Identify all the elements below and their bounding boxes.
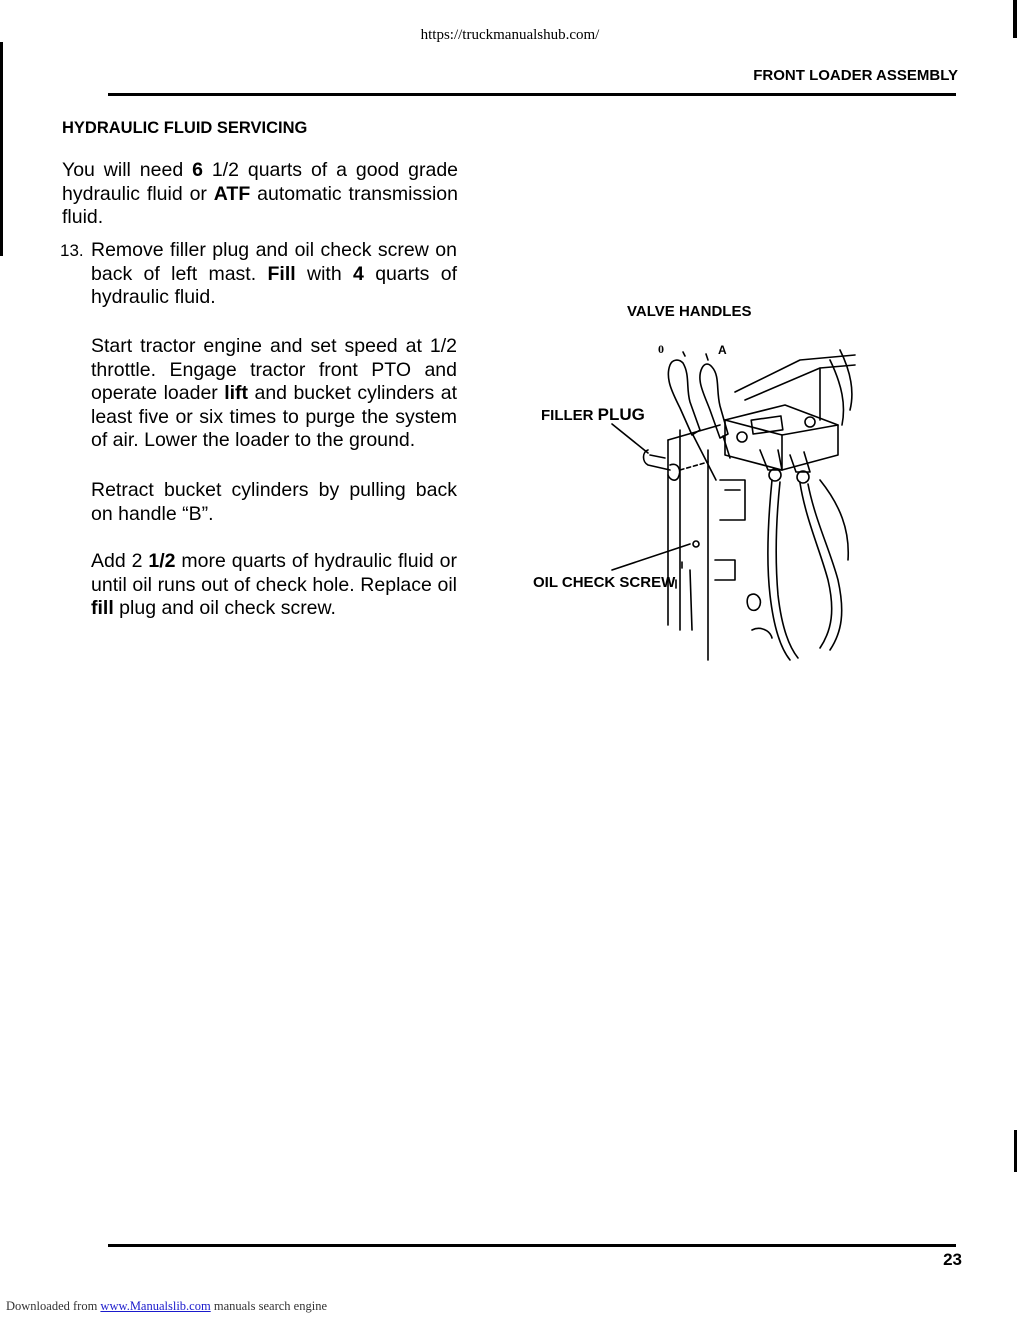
header-rule [108,93,956,96]
page-number: 23 [943,1250,962,1269]
running-header: FRONT LOADER ASSEMBLY [753,67,958,84]
footer-rule [108,1244,956,1247]
add-fluid-paragraph: Add 2 1/2 more quarts of hydraulic fluid or until oil runs out of check hole. Replace oil fill plug and oil check screw. [91,550,457,619]
valve-handles-label: VALVE HANDLES [627,303,752,320]
download-footer: Downloaded from www.Manualslib.com manuals search engine [6,1299,327,1313]
scan-edge-bar-right-bottom [1014,1130,1017,1172]
loader-mast-illustration [520,330,860,665]
retract-paragraph: Retract bucket cylinders by pulling back on handle “B”. [91,479,457,525]
source-url[interactable]: https://truckmanualshub.com/ [420,27,600,43]
scan-edge-bar-left [0,42,3,256]
step-13-text: Remove filler plug and oil check screw on back of left mast. Fill with 4 quarts of hydraulic fluid. [91,239,458,308]
oil-check-screw-label: OIL CHECK SCREW [533,574,676,591]
handle-a-label: A [718,343,727,357]
intro-paragraph: You will need 6 1/2 quarts of a good grade hydraulic fluid or ATF automatic transmission fluid. [62,159,459,228]
engine-start-paragraph: Start tractor engine and set speed at 1/2 throttle. Engage tractor front PTO and operate loader lift and bucket cylinders at least five or six times to purge the system of air. Lower the loader to the ground. [91,335,457,451]
step-number: 13. [60,241,84,260]
section-title: HYDRAULIC FLUID SERVICING [62,119,308,137]
filler-plug-label: FILLER PLUG [541,405,645,424]
handle-o-label: 0 [658,342,664,356]
manualslib-link[interactable]: www.Manualslib.com [100,1299,211,1313]
